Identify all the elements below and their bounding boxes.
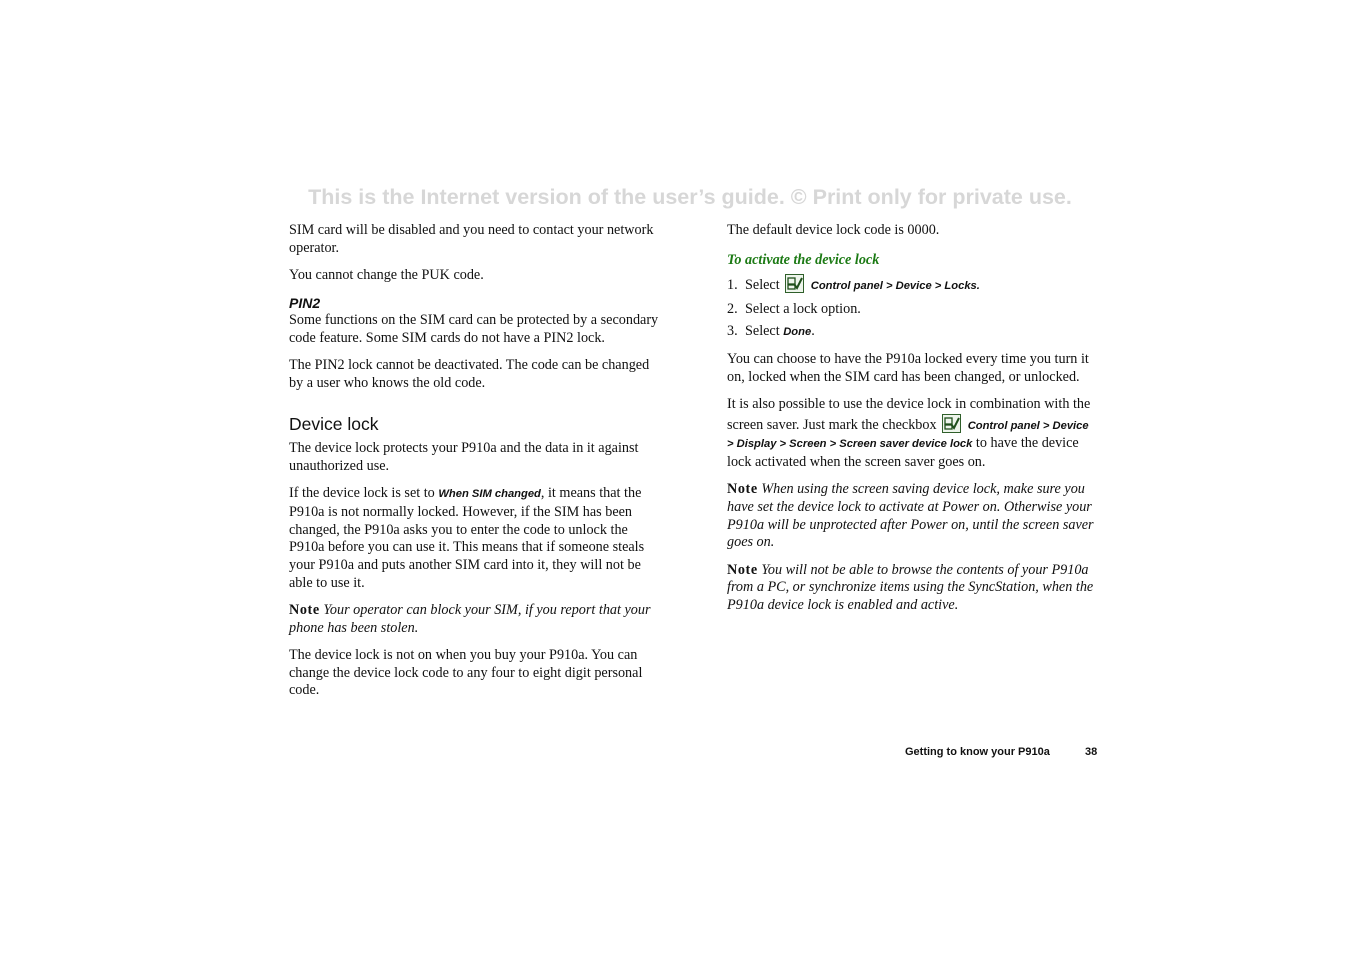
pin2-heading: PIN2 bbox=[289, 295, 321, 312]
step bbox=[727, 274, 1097, 296]
text: It is also possible to use the device lock in combination with the screen saver. Just mark the checkbox bbox=[727, 395, 1091, 433]
text: to have the device lock activated when the screen saver goes on. bbox=[727, 435, 1079, 471]
left-column bbox=[289, 222, 659, 710]
step bbox=[727, 301, 1097, 319]
note bbox=[289, 602, 659, 637]
note bbox=[727, 562, 1097, 615]
step-text: Select a lock option. bbox=[745, 300, 861, 317]
page-footer bbox=[905, 746, 1098, 758]
section-heading-device-lock: Device lock bbox=[289, 414, 379, 435]
right-column bbox=[727, 222, 1097, 624]
page-number: 38 bbox=[1085, 746, 1098, 758]
control-panel-icon bbox=[942, 414, 961, 433]
paragraph: The default device lock code is 0000. bbox=[727, 222, 940, 238]
control-panel-icon bbox=[785, 274, 804, 293]
footer-title: Getting to know your P910a bbox=[905, 746, 1050, 758]
paragraph: You can choose to have the P910a locked every time you turn it on, locked when the SIM card has been changed, or unlocked. bbox=[727, 351, 1089, 385]
ui-term: Control panel > Device > Locks. bbox=[810, 280, 980, 293]
step-number: 1. bbox=[727, 277, 738, 294]
step-number: 2. bbox=[727, 300, 738, 317]
paragraph: The device lock protects your P910a and the data in it against unauthorized use. bbox=[289, 440, 639, 475]
note-label: Note bbox=[289, 602, 320, 619]
paragraph: The PIN2 lock cannot be deactivated. The code can be changed by a user who knows the old code. bbox=[289, 357, 650, 391]
note-label: Note bbox=[727, 561, 758, 578]
note-text: Your operator can block your SIM, if you report that your phone has been stolen. bbox=[289, 602, 651, 636]
step-text: . bbox=[811, 322, 815, 339]
note-text: When using the screen saving device lock, make sure you have set the device lock to activate at Power on. Otherwise your P910a will be unprotected after Power on, until the screen saver goes on. bbox=[727, 481, 1094, 551]
paragraph: You cannot change the PUK code. bbox=[289, 266, 484, 283]
step-text: Select bbox=[745, 322, 784, 339]
step-text: Select bbox=[745, 277, 784, 294]
ui-term: When SIM changed bbox=[438, 488, 541, 501]
paragraph: The device lock is not on when you buy your P910a. You can change the device lock code to any four to eight digit personal code. bbox=[289, 646, 643, 699]
note bbox=[727, 481, 1097, 552]
procedure-heading: To activate the device lock bbox=[727, 251, 880, 268]
note-label: Note bbox=[727, 481, 758, 498]
text: If the device lock is set to bbox=[289, 485, 439, 502]
paragraph bbox=[289, 485, 659, 592]
procedure-steps bbox=[727, 274, 1097, 341]
text: , it means that the P910a is not normally locked. However, if the SIM has been changed, the P910a asks you to enter the code to unlock the P910a before you can use it. This means that if someone steals your P910a and puts another SIM card into it, they will not be able to use it. bbox=[289, 485, 645, 591]
paragraph: SIM card will be disabled and you need to contact your network operator. bbox=[289, 222, 654, 256]
step-number: 3. bbox=[727, 322, 738, 339]
note-text: You will not be able to browse the contents of your P910a from a PC, or synchronize items using the SyncStation, when the P910a device lock is enabled and active. bbox=[727, 561, 1094, 613]
paragraph bbox=[727, 396, 1097, 472]
watermark: This is the Internet version of the user’s guide. © Print only for private use. bbox=[308, 185, 1072, 209]
ui-term: Control panel > Device > Display > Screen > Screen saver device lock bbox=[727, 419, 1089, 451]
ui-term: Done bbox=[783, 325, 812, 338]
step bbox=[727, 323, 1097, 342]
paragraph: Some functions on the SIM card can be protected by a secondary code feature. Some SIM cards do not have a PIN2 lock. bbox=[289, 312, 659, 346]
